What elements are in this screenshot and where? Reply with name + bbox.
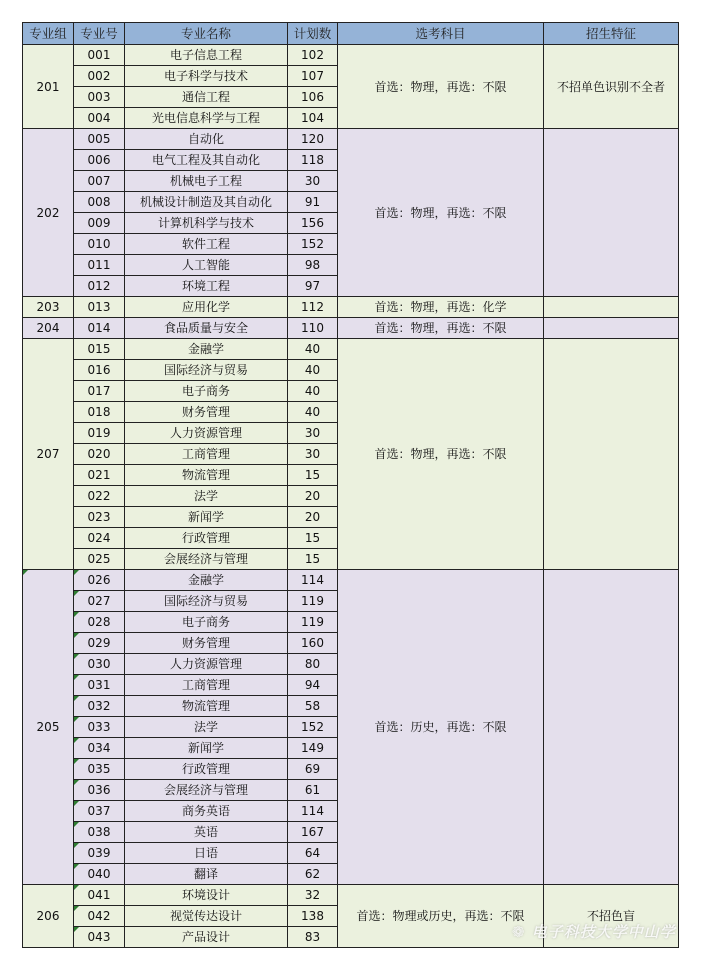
major-name-cell: 行政管理	[125, 759, 288, 780]
plan-count-cell: 62	[288, 864, 338, 885]
table-row	[23, 339, 679, 360]
major-no-cell: 013	[74, 297, 125, 318]
major-name-cell: 应用化学	[125, 297, 288, 318]
plan-count-cell: 83	[288, 927, 338, 948]
major-no-cell: 019	[74, 423, 125, 444]
group-code-cell: 203	[23, 297, 74, 318]
plan-count-cell: 118	[288, 150, 338, 171]
plan-count-cell: 97	[288, 276, 338, 297]
major-name-cell: 电气工程及其自动化	[125, 150, 288, 171]
plan-count-cell: 102	[288, 45, 338, 66]
plan-count-cell: 32	[288, 885, 338, 906]
admission-feature-cell	[544, 339, 679, 570]
plan-count-cell: 15	[288, 528, 338, 549]
major-name-cell: 新闻学	[125, 507, 288, 528]
major-name-cell: 金融学	[125, 339, 288, 360]
plan-count-cell: 15	[288, 549, 338, 570]
plan-count-cell: 69	[288, 759, 338, 780]
major-no-cell: 008	[74, 192, 125, 213]
group-code-cell: 201	[23, 45, 74, 129]
group-code-cell: 204	[23, 318, 74, 339]
major-no-cell: 012	[74, 276, 125, 297]
major-name-cell: 环境工程	[125, 276, 288, 297]
plan-count-cell: 61	[288, 780, 338, 801]
major-no-cell: 023	[74, 507, 125, 528]
major-name-cell: 国际经济与贸易	[125, 360, 288, 381]
major-name-cell: 机械设计制造及其自动化	[125, 192, 288, 213]
major-name-cell: 计算机科学与技术	[125, 213, 288, 234]
major-no-cell: 035	[74, 759, 125, 780]
plan-count-cell: 91	[288, 192, 338, 213]
plan-count-cell: 107	[288, 66, 338, 87]
admission-feature-cell: 不招色盲	[544, 885, 679, 948]
major-name-cell: 环境设计	[125, 885, 288, 906]
major-no-cell: 009	[74, 213, 125, 234]
major-name-cell: 新闻学	[125, 738, 288, 759]
major-name-cell: 自动化	[125, 129, 288, 150]
major-no-cell: 001	[74, 45, 125, 66]
plan-count-cell: 152	[288, 717, 338, 738]
plan-count-cell: 98	[288, 255, 338, 276]
major-name-cell: 人力资源管理	[125, 654, 288, 675]
header-subjects: 选考科目	[338, 23, 544, 45]
major-name-cell: 产品设计	[125, 927, 288, 948]
major-name-cell: 财务管理	[125, 402, 288, 423]
major-name-cell: 英语	[125, 822, 288, 843]
major-name-cell: 电子信息工程	[125, 45, 288, 66]
subject-requirement-cell: 首选：历史，再选：不限	[338, 570, 544, 885]
major-no-cell: 038	[74, 822, 125, 843]
plan-count-cell: 106	[288, 87, 338, 108]
plan-count-cell: 119	[288, 591, 338, 612]
subject-requirement-cell: 首选：物理或历史，再选：不限	[338, 885, 544, 948]
major-name-cell: 金融学	[125, 570, 288, 591]
table-body	[23, 45, 679, 948]
major-no-cell: 006	[74, 150, 125, 171]
major-name-cell: 机械电子工程	[125, 171, 288, 192]
table-row	[23, 318, 679, 339]
header-plan: 计划数	[288, 23, 338, 45]
major-name-cell: 通信工程	[125, 87, 288, 108]
major-no-cell: 029	[74, 633, 125, 654]
major-name-cell: 物流管理	[125, 696, 288, 717]
major-name-cell: 会展经济与管理	[125, 780, 288, 801]
admission-feature-cell	[544, 570, 679, 885]
plan-count-cell: 119	[288, 612, 338, 633]
major-no-cell: 003	[74, 87, 125, 108]
plan-count-cell: 94	[288, 675, 338, 696]
header-feature: 招生特征	[544, 23, 679, 45]
major-name-cell: 电子商务	[125, 612, 288, 633]
plan-count-cell: 149	[288, 738, 338, 759]
plan-count-cell: 30	[288, 444, 338, 465]
admission-feature-cell	[544, 129, 679, 297]
plan-count-cell: 40	[288, 402, 338, 423]
plan-count-cell: 30	[288, 423, 338, 444]
major-no-cell: 018	[74, 402, 125, 423]
plan-count-cell: 58	[288, 696, 338, 717]
major-name-cell: 人工智能	[125, 255, 288, 276]
header-row	[23, 23, 679, 45]
admission-feature-cell	[544, 318, 679, 339]
major-name-cell: 财务管理	[125, 633, 288, 654]
plan-count-cell: 167	[288, 822, 338, 843]
group-code-cell: 205	[23, 570, 74, 885]
table-row	[23, 570, 679, 591]
major-name-cell: 食品质量与安全	[125, 318, 288, 339]
major-no-cell: 028	[74, 612, 125, 633]
major-no-cell: 017	[74, 381, 125, 402]
header-major-no: 专业号	[74, 23, 125, 45]
plan-count-cell: 20	[288, 486, 338, 507]
table-row	[23, 129, 679, 150]
group-code-cell: 207	[23, 339, 74, 570]
major-no-cell: 041	[74, 885, 125, 906]
group-code-cell: 206	[23, 885, 74, 948]
major-no-cell: 032	[74, 696, 125, 717]
table-row	[23, 45, 679, 66]
admission-feature-cell: 不招单色识别不全者	[544, 45, 679, 129]
major-no-cell: 004	[74, 108, 125, 129]
plan-count-cell: 156	[288, 213, 338, 234]
plan-count-cell: 30	[288, 171, 338, 192]
major-no-cell: 005	[74, 129, 125, 150]
watermark-logo: ❁ 电子科技大学中山学	[512, 923, 676, 941]
plan-count-cell: 40	[288, 381, 338, 402]
major-name-cell: 国际经济与贸易	[125, 591, 288, 612]
subject-requirement-cell: 首选：物理，再选：化学	[338, 297, 544, 318]
subject-requirement-cell: 首选：物理，再选：不限	[338, 339, 544, 570]
plan-count-cell: 20	[288, 507, 338, 528]
major-no-cell: 002	[74, 66, 125, 87]
plan-count-cell: 15	[288, 465, 338, 486]
major-name-cell: 法学	[125, 486, 288, 507]
major-name-cell: 商务英语	[125, 801, 288, 822]
plan-count-cell: 114	[288, 801, 338, 822]
plan-count-cell: 104	[288, 108, 338, 129]
major-name-cell: 工商管理	[125, 444, 288, 465]
major-name-cell: 电子科学与技术	[125, 66, 288, 87]
admission-feature-cell	[544, 297, 679, 318]
major-no-cell: 027	[74, 591, 125, 612]
major-no-cell: 022	[74, 486, 125, 507]
plan-count-cell: 152	[288, 234, 338, 255]
major-no-cell: 011	[74, 255, 125, 276]
table-row	[23, 297, 679, 318]
major-name-cell: 物流管理	[125, 465, 288, 486]
major-name-cell: 电子商务	[125, 381, 288, 402]
major-no-cell: 010	[74, 234, 125, 255]
plan-count-cell: 114	[288, 570, 338, 591]
major-no-cell: 030	[74, 654, 125, 675]
major-no-cell: 042	[74, 906, 125, 927]
plan-count-cell: 138	[288, 906, 338, 927]
major-name-cell: 行政管理	[125, 528, 288, 549]
major-no-cell: 007	[74, 171, 125, 192]
major-name-cell: 日语	[125, 843, 288, 864]
major-name-cell: 会展经济与管理	[125, 549, 288, 570]
subject-requirement-cell: 首选：物理，再选：不限	[338, 129, 544, 297]
plan-count-cell: 112	[288, 297, 338, 318]
major-no-cell: 024	[74, 528, 125, 549]
major-name-cell: 法学	[125, 717, 288, 738]
major-no-cell: 039	[74, 843, 125, 864]
plan-count-cell: 40	[288, 360, 338, 381]
major-name-cell: 翻译	[125, 864, 288, 885]
major-no-cell: 031	[74, 675, 125, 696]
plan-count-cell: 80	[288, 654, 338, 675]
major-name-cell: 视觉传达设计	[125, 906, 288, 927]
plan-count-cell: 64	[288, 843, 338, 864]
admission-plan-table	[22, 22, 679, 948]
major-no-cell: 016	[74, 360, 125, 381]
group-code-cell: 202	[23, 129, 74, 297]
major-no-cell: 025	[74, 549, 125, 570]
major-no-cell: 036	[74, 780, 125, 801]
major-name-cell: 软件工程	[125, 234, 288, 255]
major-no-cell: 033	[74, 717, 125, 738]
header-group: 专业组	[23, 23, 74, 45]
major-no-cell: 020	[74, 444, 125, 465]
major-no-cell: 040	[74, 864, 125, 885]
header-major-name: 专业名称	[125, 23, 288, 45]
major-no-cell: 037	[74, 801, 125, 822]
major-name-cell: 光电信息科学与工程	[125, 108, 288, 129]
plan-count-cell: 40	[288, 339, 338, 360]
major-no-cell: 014	[74, 318, 125, 339]
major-no-cell: 021	[74, 465, 125, 486]
major-no-cell: 015	[74, 339, 125, 360]
major-name-cell: 工商管理	[125, 675, 288, 696]
major-no-cell: 026	[74, 570, 125, 591]
major-name-cell: 人力资源管理	[125, 423, 288, 444]
subject-requirement-cell: 首选：物理，再选：不限	[338, 45, 544, 129]
subject-requirement-cell: 首选：物理，再选：不限	[338, 318, 544, 339]
plan-count-cell: 120	[288, 129, 338, 150]
plan-count-cell: 110	[288, 318, 338, 339]
plan-count-cell: 160	[288, 633, 338, 654]
major-no-cell: 034	[74, 738, 125, 759]
table-row	[23, 885, 679, 906]
major-no-cell: 043	[74, 927, 125, 948]
